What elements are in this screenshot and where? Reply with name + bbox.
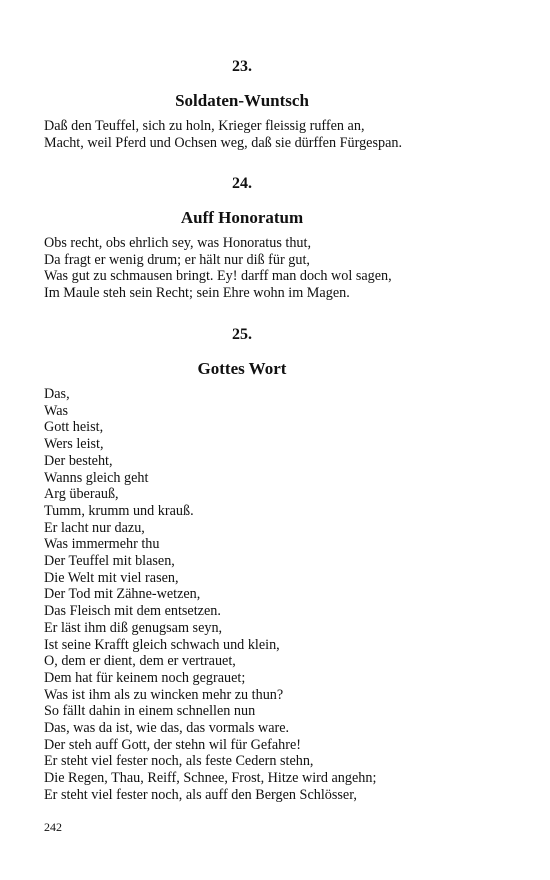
poem-line: Arg überauß, (44, 486, 119, 503)
poem-number: 24. (232, 175, 252, 192)
poem-line: Tumm, krumm und krauß. (44, 502, 194, 519)
poem-line: Macht, weil Pferd und Ochsen weg, daß sie dürffen Fürgespan. (44, 134, 403, 151)
poem-body (44, 386, 376, 804)
poem-line: Er steht viel fester noch, als feste Cedern stehn, (44, 753, 314, 770)
poem-line: Was (44, 402, 69, 419)
poem-line: Das Fleisch mit dem entsetzen. (44, 603, 221, 620)
poem-line: Das, was da ist, wie das, das vormals ware. (44, 720, 290, 737)
poem-line: Er lacht nur dazu, (44, 519, 145, 536)
poem-line: Was immermehr thu (44, 536, 160, 553)
poem-title: Gottes Wort (197, 359, 287, 378)
poem-line: Wers leist, (44, 436, 104, 453)
poem-body (44, 118, 402, 151)
poem-number: 23. (232, 58, 252, 75)
poem-line: Im Maule steh sein Recht; sein Ehre wohn im Magen. (44, 285, 350, 302)
poem-line: Da fragt er wenig drum; er hält nur diß für gut, (44, 251, 310, 268)
poem-title: Soldaten-Wuntsch (175, 91, 309, 110)
poem-line: Der besteht, (44, 452, 113, 469)
poem-line: Die Regen, Thau, Reiff, Schnee, Frost, Hitze wird angehn; (44, 770, 377, 787)
poem-line: Der Teuffel mit blasen, (44, 553, 175, 570)
poem-body (44, 235, 392, 302)
poem-line: Was gut zu schmausen bringt. Ey! darff man doch wol sagen, (44, 268, 392, 285)
poem-line: Wanns gleich geht (44, 469, 149, 486)
poem-line: So fällt dahin in einem schnellen nun (44, 703, 256, 720)
page-number: 242 (44, 820, 62, 834)
poem-line: Was ist ihm als zu wincken mehr zu thun? (44, 686, 284, 703)
poem-line: Die Welt mit viel rasen, (44, 569, 179, 586)
poem-line: Dem hat für keinem noch gegrauet; (44, 669, 246, 686)
poem-line: Der Tod mit Zähne-wetzen, (44, 586, 201, 603)
poem-line: O, dem er dient, dem er vertrauet, (44, 653, 236, 670)
poem-line: Er läst ihm diß genugsam seyn, (44, 619, 223, 636)
poem-line: Der steh auff Gott, der stehn wil für Gefahre! (44, 736, 301, 753)
poem-line: Ist seine Krafft gleich schwach und klein, (44, 636, 280, 653)
poem-number: 25. (232, 326, 252, 343)
poem-title: Auff Honoratum (180, 208, 304, 227)
poem-line: Daß den Teuffel, sich zu holn, Krieger fleissig ruffen an, (44, 118, 365, 134)
poem-line: Das, (44, 386, 70, 402)
poem-line: Er steht viel fester noch, als auff den Bergen Schlösser, (44, 786, 357, 803)
poem-line: Gott heist, (44, 419, 104, 436)
poem-line: Obs recht, obs ehrlich sey, was Honoratus thut, (44, 235, 312, 251)
